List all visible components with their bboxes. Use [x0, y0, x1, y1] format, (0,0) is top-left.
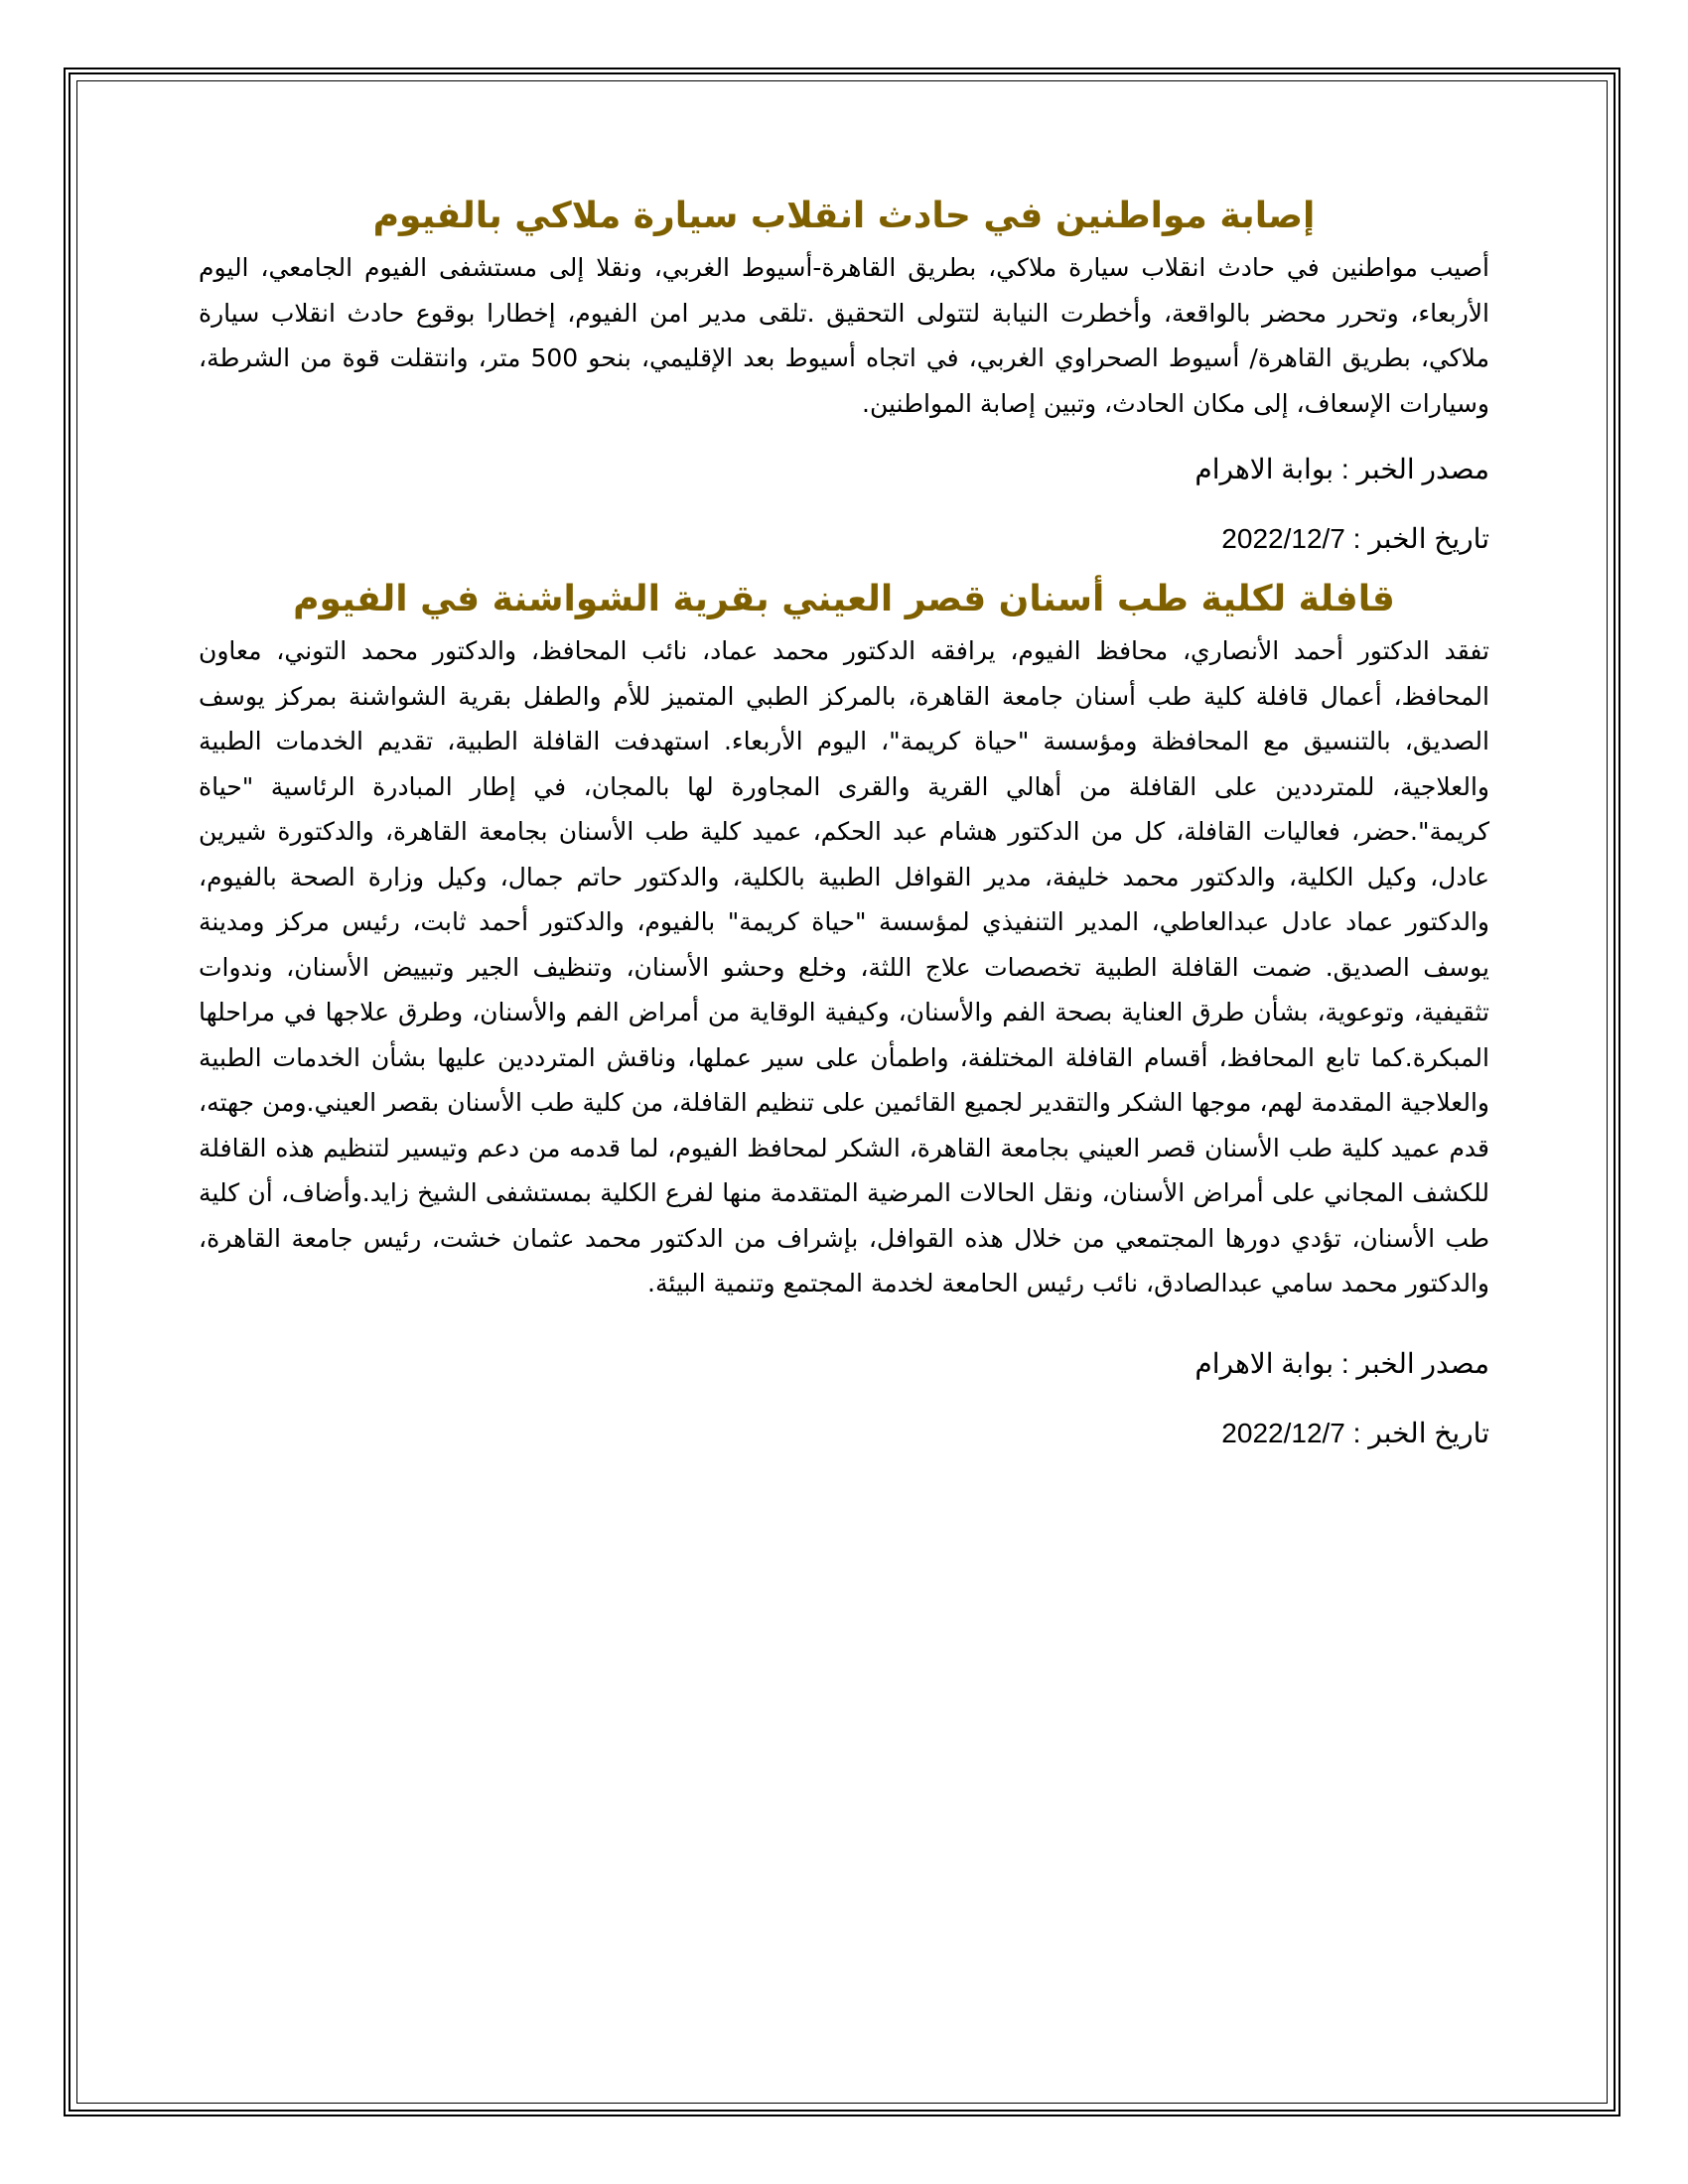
article-1-body: أصيب مواطنين في حادث انقلاب سيارة ملاكي، بطريق القاهرة-أسيوط الغربي، ونقلا إلى مستشفى الفيوم الجامعي، اليوم الأربعاء، وتحرر محضر بالواقعة، وأخطرت النيابة لتتولى التحقيق .تلقى مدير امن الفيوم، إخطارا بوقوع حادث انقلاب سيارة ملاكي، بطريق القاهرة/ أسيوط الصحراوي الغربي، في اتجاه أسيوط بعد الإقليمي، بنحو 500 متر، وانتقلت قوة من الشرطة، وسيارات الإسعاف، إلى مكان الحادث، وتبين إصابة المواطنين. — [199, 253, 1489, 418]
article-1-source: مصدر الخبر : بوابة الاهرام — [1195, 454, 1489, 484]
article-1-date: تاريخ الخبر : 2022/12/7 — [1221, 523, 1489, 554]
article-car-accident — [199, 194, 1489, 559]
document-content — [199, 194, 1489, 1453]
article-2-title: قافلة لكلية طب أسنان قصر العيني بقرية الشواشنة في الفيوم — [293, 579, 1395, 619]
article-dental-convoy — [199, 577, 1489, 1453]
article-2-date: تاريخ الخبر : 2022/12/7 — [1221, 1417, 1489, 1448]
article-2-body: تفقد الدكتور أحمد الأنصاري، محافظ الفيوم، يرافقه الدكتور محمد عماد، نائب المحافظ، والدكتور محمد التوني، معاون المحافظ، أعمال قافلة كلية طب أسنان جامعة القاهرة، بالمركز الطبي المتميز للأم والطفل بقرية الشواشنة بمركز يوسف الصديق، بالتنسيق مع المحافظة ومؤسسة "حياة كريمة"، اليوم الأربعاء. استهدفت القافلة الطبية، تقديم الخدمات الطبية والعلاجية، للمترددين على القافلة من أهالي القرية والقرى المجاورة لها بالمجان، في إطار المبادرة الرئاسية "حياة كريمة".حضر، فعاليات القافلة، كل من الدكتور هشام عبد الحكم، عميد كلية طب الأسنان بجامعة القاهرة، والدكتورة شيرين عادل، وكيل الكلية، والدكتور محمد خليفة، مدير القوافل الطبية بالكلية، والدكتور حاتم جمال، وكيل وزارة الصحة بالفيوم، والدكتور عماد عادل عبدالعاطي، المدير التنفيذي لمؤسسة "حياة كريمة" بالفيوم، والدكتور أحمد ثابت، رئيس مركز ومدينة يوسف الصديق. ضمت القافلة الطبية تخصصات علاج اللثة، وخلع وحشو الأسنان، وتنظيف الجير وتبييض الأسنان، وندوات تثقيفية، وتوعوية، بشأن طرق العناية بصحة الفم والأسنان، وكيفية الوقاية من أمراض الفم والأسنان، وطرق علاجها في مراحلها المبكرة.كما تابع المحافظ، أقسام القافلة المختلفة، واطمأن على سير عملها، وناقش المترددين عليها بشأن الخدمات الطبية والعلاجية المقدمة لهم، موجها الشكر والتقدير لجميع القائمين على تنظيم القافلة، من كلية طب الأسنان بقصر العيني.ومن جهته، قدم عميد كلية طب الأسنان قصر العيني بجامعة القاهرة، الشكر لمحافظ الفيوم، لما قدمه من دعم وتيسير لتنظيم هذه القافلة للكشف المجاني على أمراض الأسنان، ونقل الحالات المرضية المتقدمة منها لفرع الكلية بمستشفى الشيخ زايد.وأضاف، أن كلية طب الأسنان، تؤدي دورها المجتمعي من خلال هذه القوافل، بإشراف من الدكتور محمد عثمان خشت، رئيس جامعة القاهرة، والدكتور محمد سامي عبدالصادق، نائب رئيس الحامعة لخدمة المجتمع وتنمية البيئة. — [199, 636, 1489, 1297]
article-2-source: مصدر الخبر : بوابة الاهرام — [1195, 1347, 1489, 1379]
article-1-title: إصابة مواطنين في حادث انقلاب سيارة ملاكي بالفيوم — [372, 196, 1316, 236]
